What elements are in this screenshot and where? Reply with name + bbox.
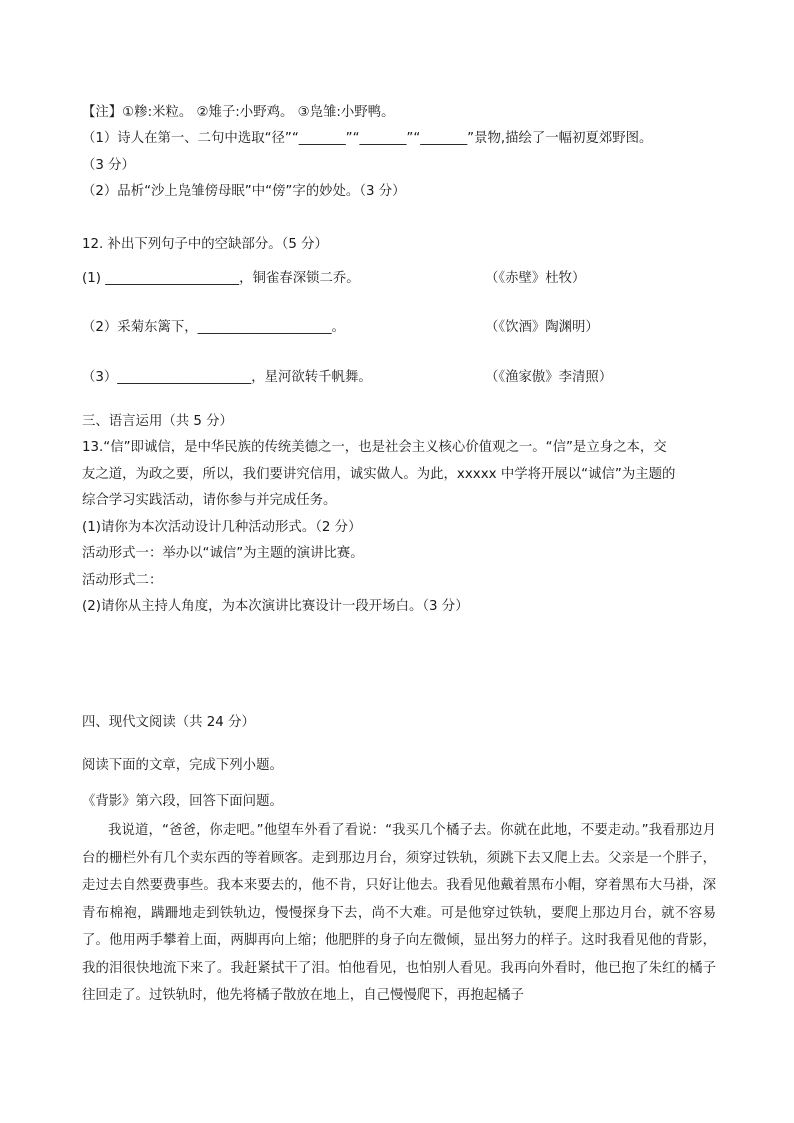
activity-form-1: 活动形式一：举办以“诚信”为主题的演讲比赛。	[82, 546, 364, 561]
sub-question-1: (1)请你为本次活动设计几种活动形式。（2 分）	[82, 520, 362, 535]
fill-blank-2-source: （《饮酒》陶渊明）	[485, 320, 599, 335]
question-1: （1）诗人在第一、二句中选取“径”“_______”“_______”“_______”景物,描绘了一幅初夏郊野图。	[82, 131, 653, 146]
reading-instruction: 阅读下面的文章，完成下列小题。	[82, 758, 283, 773]
fill-blank-2: （2）采菊东篱下，____________________。	[82, 320, 345, 335]
passage-title: 《背影》第六段，回答下面问题。	[82, 794, 283, 809]
poem-notes: 【注】①糁:米粒。 ②雉子:小野鸡。 ③凫雏:小野鸭。	[82, 105, 395, 120]
section-3-title: 三、语言运用（共 5 分）	[82, 414, 233, 429]
passage-body: 我说道，“爸爸，你走吧。”他望车外看了看说：“我买几个橘子去。你就在此地，不要走动。”我看那边月台的栅栏外有几个卖东西的等着顾客。走到那边月台，须穿过铁轨，须跳下去又爬上去。父亲是一个胖子，走过去自然要费事些。我本来要去的，他不肯，只好让他去。我看见他戴着黑布小帽，穿着黑布大马褂，深青布棉袍，蹒跚地走到铁轨边，慢慢探身下去，尚不大难。可是他穿过铁轨，要爬上那边月台，就不容易了。他用两手攀着上面，两脚再向上缩；他肥胖的身子向左微倾，显出努力的样子。这时我看见他的背影，我的泪很快地流下来了。我赶紧拭干了泪。怕他看见，也怕别人看见。我再向外看时，他已抱了朱红的橘子往回走了。过铁轨时，他先将橘子散放在地上，自己慢慢爬下，再抱起橘子	[82, 823, 716, 1003]
question-13-line-2: 友之道，为政之要，所以，我们要讲究信用，诚实做人。为此，xxxxx 中学将开展以“诚信”为主题的	[82, 467, 676, 482]
fill-blank-1-source: （《赤壁》杜牧）	[485, 271, 586, 286]
question-13-line-1: 13.“信”即诚信，是中华民族的传统美德之一，也是社会主义核心价值观之一。“信”是立身之本，交	[82, 440, 667, 455]
question-2: （2）品析“沙上凫雏傍母眠”中“傍”字的妙处。（3 分）	[82, 184, 406, 199]
section-4-title: 四、现代文阅读（共 24 分）	[82, 715, 255, 730]
activity-form-2: 活动形式二：	[82, 573, 163, 588]
fill-blank-3-source: （《渔家傲》李清照）	[485, 370, 613, 385]
question-12-title: 12. 补出下列句子中的空缺部分。（5 分）	[82, 237, 328, 252]
question-1-score: （3 分）	[82, 158, 135, 173]
question-13-line-3: 综合学习实践活动，请你参与并完成任务。	[82, 493, 337, 508]
fill-blank-3: （3）____________________，星河欲转千帆舞。	[82, 370, 372, 385]
fill-blank-1: (1) ____________________，铜雀春深锁二乔。	[82, 271, 360, 286]
sub-question-2: (2)请你从主持人角度，为本次演讲比赛设计一段开场白。（3 分）	[82, 599, 469, 614]
